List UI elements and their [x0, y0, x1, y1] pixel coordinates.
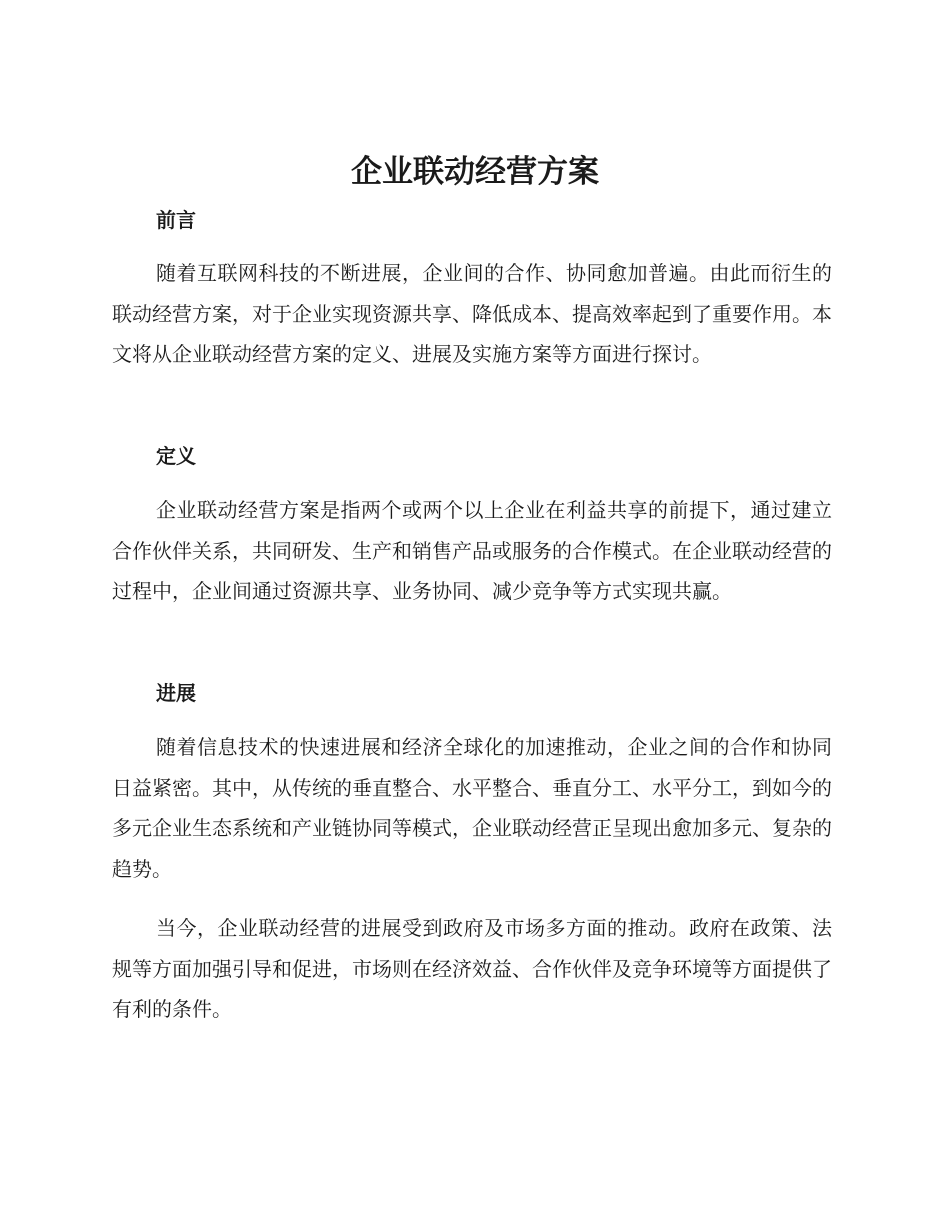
- document-title: 企业联动经营方案: [351, 154, 599, 190]
- paragraph-preface: 随着互联网科技的不断进展，企业间的合作、协同愈加普遍。由此而衍生的联动经营方案，对于企业实现资源共享、降低成本、提高效率起到了重要作用。本文将从企业联动经营方案的定义、进展及实施方案等方面进行探讨。: [112, 261, 832, 367]
- paragraph-progress-1: 随着信息技术的快速进展和经济全球化的加速推动，企业之间的合作和协同日益紧密。其中，从传统的垂直整合、水平整合、垂直分工、水平分工，到如今的多元企业生态系统和产业链协同等模式，企业联动经营正呈现出愈加多元、复杂的趋势。: [112, 735, 832, 881]
- section-heading-progress: 进展: [156, 681, 196, 705]
- section-heading-definition: 定义: [156, 444, 196, 468]
- section-heading-preface: 前言: [156, 208, 196, 232]
- paragraph-definition: 企业联动经营方案是指两个或两个以上企业在利益共享的前提下，通过建立合作伙伴关系，共同研发、生产和销售产品或服务的合作模式。在企业联动经营的过程中，企业间通过资源共享、业务协同、减少竞争等方式实现共赢。: [112, 498, 832, 604]
- paragraph-progress-2: 当今，企业联动经营的进展受到政府及市场多方面的推动。政府在政策、法规等方面加强引导和促进，市场则在经济效益、合作伙伴及竞争环境等方面提供了有利的条件。: [112, 916, 832, 1022]
